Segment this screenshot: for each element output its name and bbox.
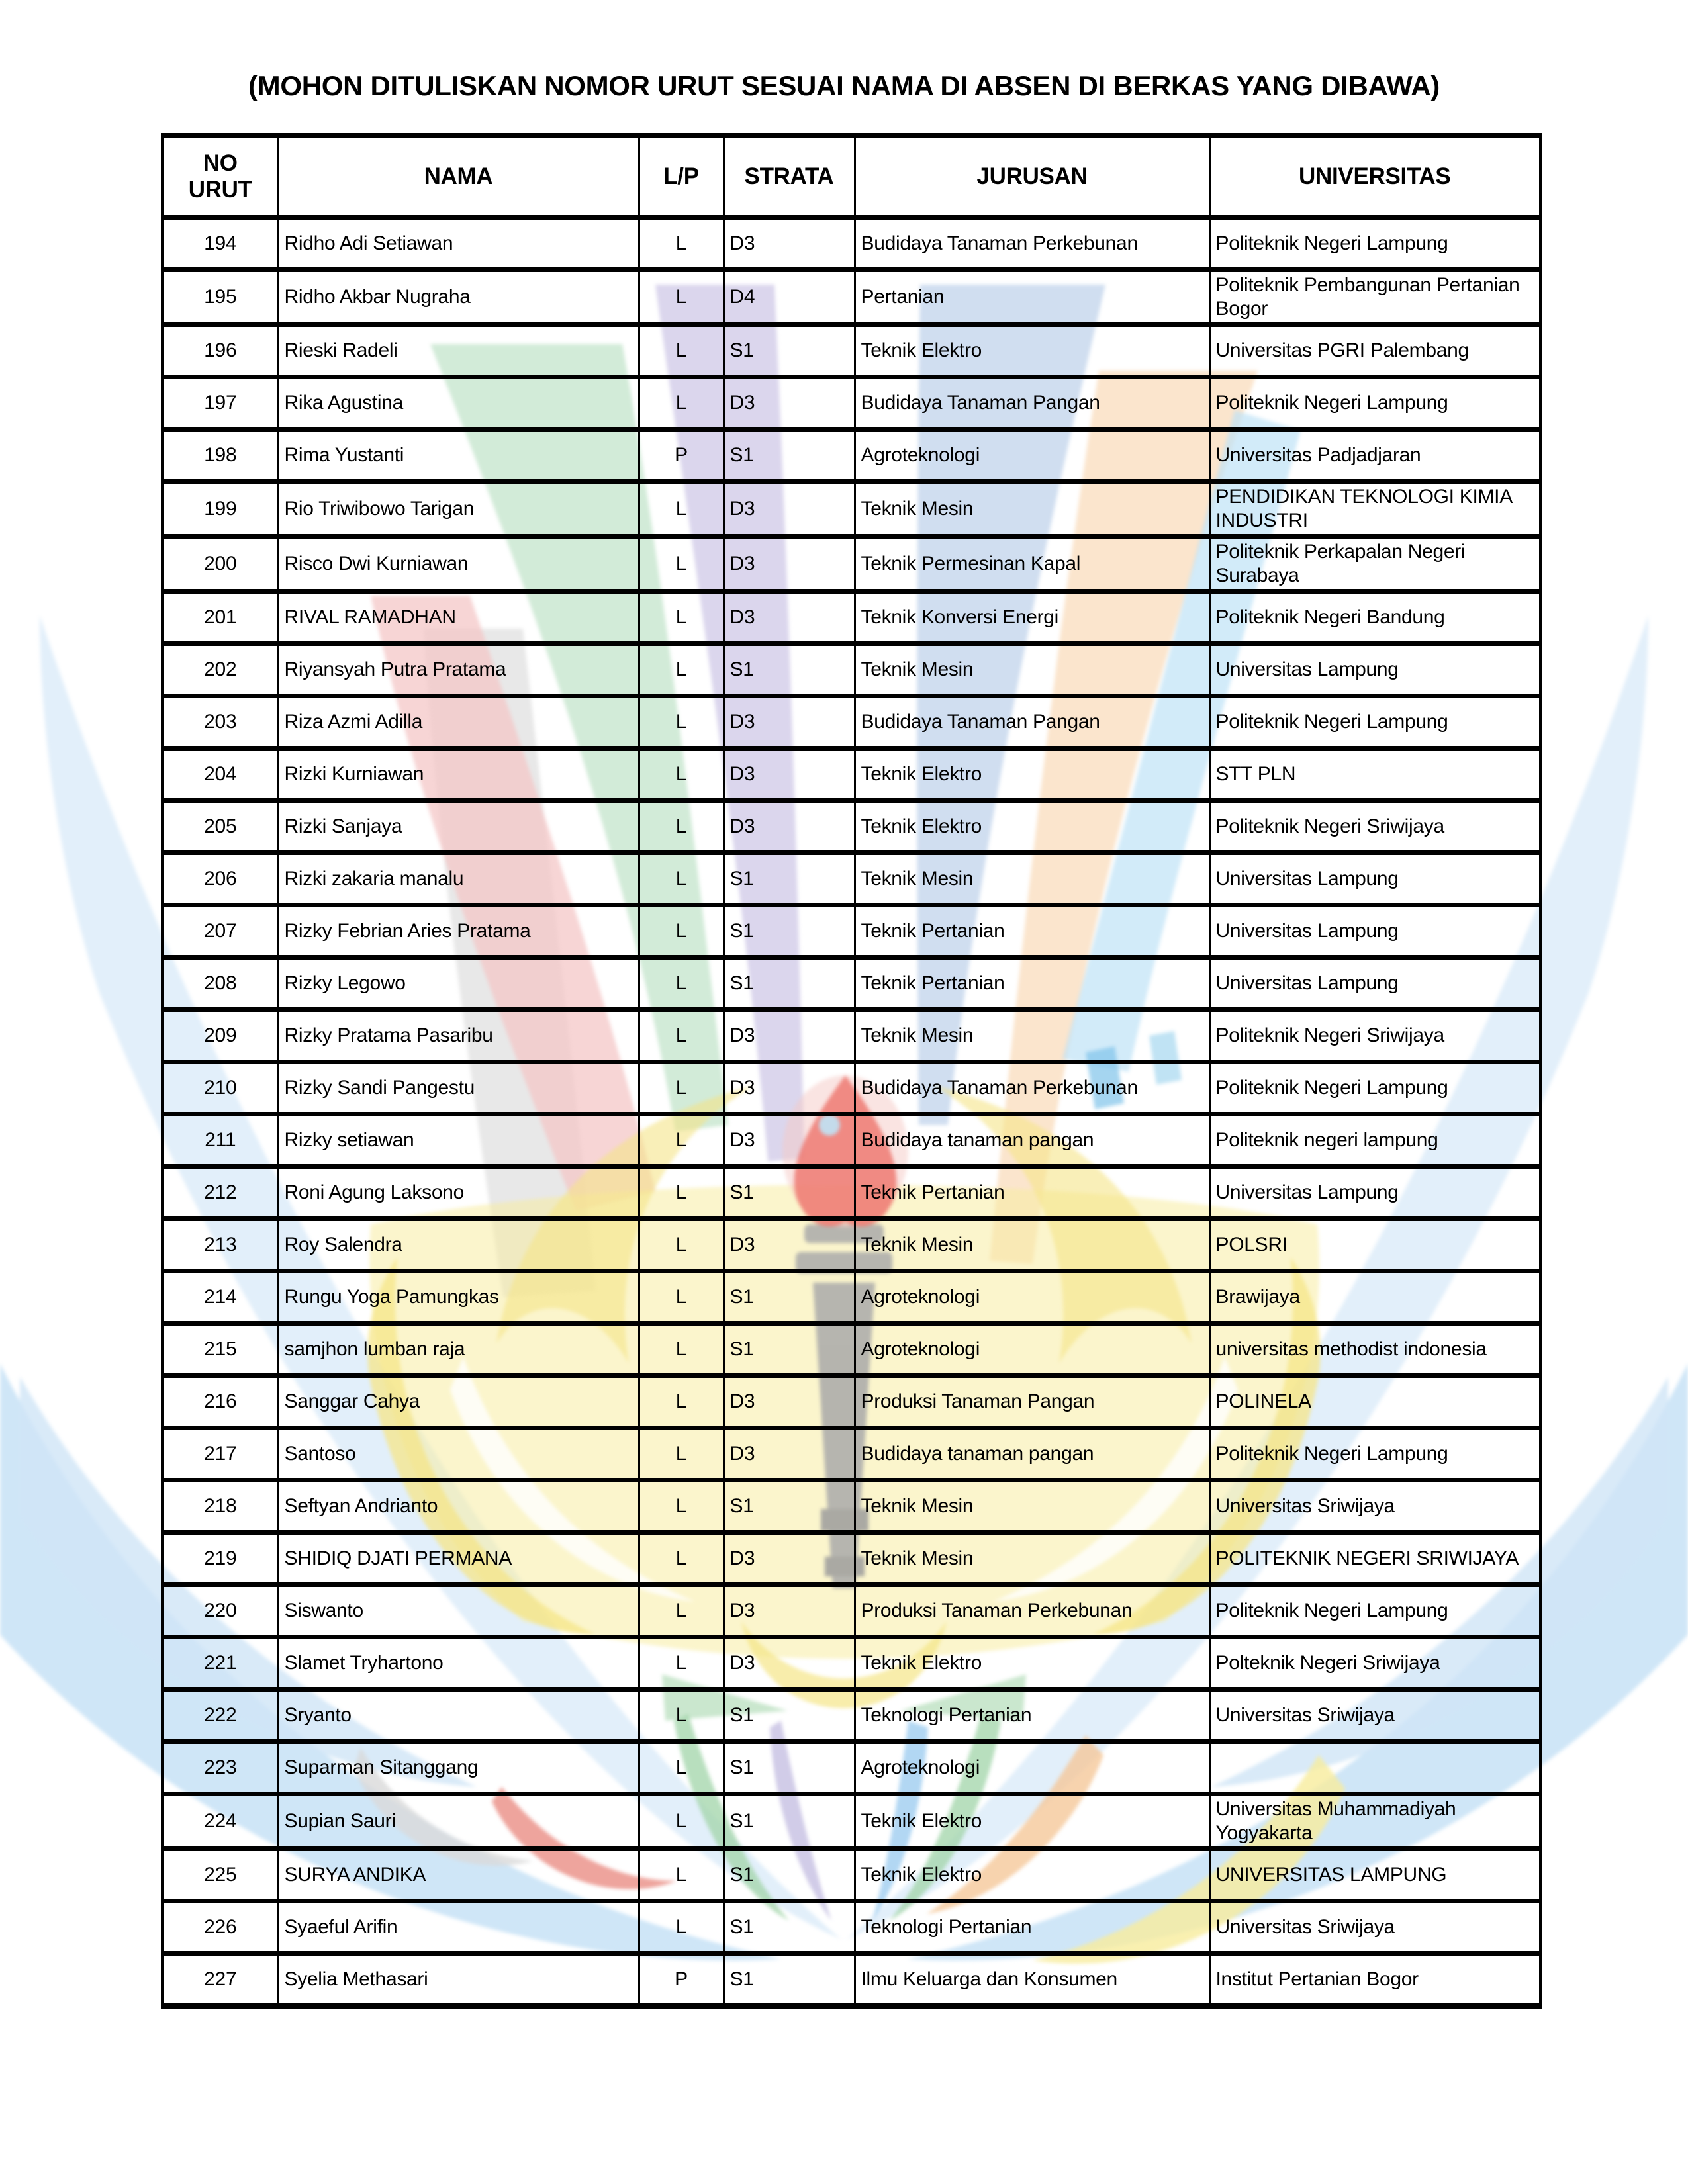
- cell-lp: L: [639, 749, 724, 801]
- table-row: [162, 1533, 1540, 1585]
- cell-no-urut: 204: [162, 749, 278, 801]
- cell-universitas: Universitas PGRI Palembang: [1209, 325, 1540, 377]
- cell-lp: L: [639, 218, 724, 270]
- cell-jurusan: Produksi Tanaman Perkebunan: [855, 1585, 1209, 1637]
- table-row: [162, 1742, 1540, 1794]
- cell-jurusan: Produksi Tanaman Pangan: [855, 1376, 1209, 1428]
- cell-no-urut: 199: [162, 482, 278, 537]
- cell-nama: Supian Sauri: [278, 1794, 639, 1849]
- cell-no-urut: 213: [162, 1219, 278, 1271]
- table-row: [162, 1585, 1540, 1637]
- cell-lp: L: [639, 1376, 724, 1428]
- cell-strata: D3: [724, 801, 855, 853]
- cell-jurusan: Teknik Mesin: [855, 1010, 1209, 1062]
- cell-no-urut: 207: [162, 905, 278, 958]
- table-row: [162, 749, 1540, 801]
- cell-jurusan: Teknik Elektro: [855, 801, 1209, 853]
- cell-universitas: Universitas Lampung: [1209, 1167, 1540, 1219]
- header-row: [162, 136, 1540, 218]
- table-row: [162, 1901, 1540, 1954]
- cell-universitas: Politeknik Pembangunan Pertanian Bogor: [1209, 270, 1540, 325]
- cell-strata: S1: [724, 1480, 855, 1533]
- cell-nama: Rizki Kurniawan: [278, 749, 639, 801]
- cell-no-urut: 196: [162, 325, 278, 377]
- col-header-lp: L/P: [639, 136, 724, 218]
- cell-lp: L: [639, 1637, 724, 1690]
- cell-strata: D3: [724, 377, 855, 430]
- cell-lp: L: [639, 853, 724, 905]
- page-title: (MOHON DITULISKAN NOMOR URUT SESUAI NAMA DI ABSEN DI BERKAS YANG DIBAWA): [248, 70, 1440, 101]
- cell-no-urut: 223: [162, 1742, 278, 1794]
- cell-nama: Sryanto: [278, 1690, 639, 1742]
- cell-jurusan: Teknik Pertanian: [855, 958, 1209, 1010]
- cell-lp: L: [639, 325, 724, 377]
- cell-jurusan: Budidaya tanaman pangan: [855, 1115, 1209, 1167]
- cell-nama: Slamet Tryhartono: [278, 1637, 639, 1690]
- col-header-no-urut: NO URUT: [162, 136, 278, 218]
- cell-nama: SURYA ANDIKA: [278, 1849, 639, 1901]
- cell-no-urut: 197: [162, 377, 278, 430]
- table-row: [162, 1324, 1540, 1376]
- table-row: [162, 905, 1540, 958]
- cell-strata: S1: [724, 1690, 855, 1742]
- cell-nama: Rizki zakaria manalu: [278, 853, 639, 905]
- col-header-universitas: UNIVERSITAS: [1209, 136, 1540, 218]
- table-row: [162, 1271, 1540, 1324]
- cell-no-urut: 195: [162, 270, 278, 325]
- cell-universitas: universitas methodist indonesia: [1209, 1324, 1540, 1376]
- table-row: [162, 853, 1540, 905]
- cell-universitas: Politeknik Perkapalan Negeri Surabaya: [1209, 537, 1540, 592]
- table-body: [162, 218, 1540, 2007]
- cell-strata: D3: [724, 592, 855, 644]
- cell-jurusan: Budidaya Tanaman Perkebunan: [855, 1062, 1209, 1115]
- cell-strata: D3: [724, 1010, 855, 1062]
- cell-strata: D3: [724, 696, 855, 749]
- table-row: [162, 270, 1540, 325]
- cell-strata: D3: [724, 537, 855, 592]
- cell-universitas: Universitas Sriwijaya: [1209, 1480, 1540, 1533]
- cell-nama: Roni Agung Laksono: [278, 1167, 639, 1219]
- cell-strata: S1: [724, 1271, 855, 1324]
- cell-strata: D3: [724, 1585, 855, 1637]
- cell-lp: P: [639, 1954, 724, 2007]
- cell-universitas: Politeknik Negeri Lampung: [1209, 218, 1540, 270]
- cell-nama: Risco Dwi Kurniawan: [278, 537, 639, 592]
- cell-no-urut: 202: [162, 644, 278, 696]
- cell-jurusan: Teknik Mesin: [855, 1219, 1209, 1271]
- table-row: [162, 1690, 1540, 1742]
- cell-jurusan: Budidaya Tanaman Perkebunan: [855, 218, 1209, 270]
- cell-universitas: Brawijaya: [1209, 1271, 1540, 1324]
- cell-no-urut: 217: [162, 1428, 278, 1480]
- cell-universitas: UNIVERSITAS LAMPUNG: [1209, 1849, 1540, 1901]
- cell-strata: S1: [724, 1167, 855, 1219]
- table-row: [162, 801, 1540, 853]
- cell-strata: S1: [724, 644, 855, 696]
- cell-strata: D3: [724, 1062, 855, 1115]
- table-row: [162, 430, 1540, 482]
- cell-nama: Sanggar Cahya: [278, 1376, 639, 1428]
- col-header-nama: NAMA: [278, 136, 639, 218]
- cell-jurusan: Teknik Elektro: [855, 325, 1209, 377]
- cell-nama: Rizki Sanjaya: [278, 801, 639, 853]
- cell-lp: L: [639, 1533, 724, 1585]
- cell-strata: S1: [724, 1794, 855, 1849]
- cell-universitas: Politeknik Negeri Sriwijaya: [1209, 801, 1540, 853]
- cell-lp: L: [639, 1901, 724, 1954]
- col-header-strata: STRATA: [724, 136, 855, 218]
- cell-universitas: Universitas Muhammadiyah Yogyakarta: [1209, 1794, 1540, 1849]
- cell-jurusan: Teknik Elektro: [855, 1637, 1209, 1690]
- cell-no-urut: 212: [162, 1167, 278, 1219]
- cell-jurusan: Budidaya Tanaman Pangan: [855, 696, 1209, 749]
- cell-no-urut: 205: [162, 801, 278, 853]
- cell-no-urut: 206: [162, 853, 278, 905]
- cell-strata: D3: [724, 1637, 855, 1690]
- cell-no-urut: 198: [162, 430, 278, 482]
- cell-nama: Rizky Febrian Aries Pratama: [278, 905, 639, 958]
- cell-jurusan: Teknik Elektro: [855, 1794, 1209, 1849]
- cell-jurusan: Teknik Pertanian: [855, 905, 1209, 958]
- cell-universitas: [1209, 1742, 1540, 1794]
- cell-no-urut: 211: [162, 1115, 278, 1167]
- cell-lp: L: [639, 1428, 724, 1480]
- cell-nama: Roy Salendra: [278, 1219, 639, 1271]
- cell-strata: D3: [724, 1376, 855, 1428]
- cell-lp: L: [639, 1010, 724, 1062]
- cell-no-urut: 225: [162, 1849, 278, 1901]
- cell-jurusan: Agroteknologi: [855, 1324, 1209, 1376]
- cell-jurusan: Teknik Konversi Energi: [855, 592, 1209, 644]
- cell-no-urut: 221: [162, 1637, 278, 1690]
- cell-strata: S1: [724, 853, 855, 905]
- cell-universitas: Polteknik Negeri Sriwijaya: [1209, 1637, 1540, 1690]
- cell-no-urut: 218: [162, 1480, 278, 1533]
- table-row: [162, 592, 1540, 644]
- cell-universitas: Politeknik Negeri Lampung: [1209, 696, 1540, 749]
- cell-no-urut: 214: [162, 1271, 278, 1324]
- cell-jurusan: Teknik Mesin: [855, 1533, 1209, 1585]
- cell-nama: Rima Yustanti: [278, 430, 639, 482]
- cell-strata: D3: [724, 1428, 855, 1480]
- col-header-jurusan: JURUSAN: [855, 136, 1209, 218]
- cell-lp: L: [639, 1219, 724, 1271]
- table-row: [162, 1480, 1540, 1533]
- cell-nama: Siswanto: [278, 1585, 639, 1637]
- cell-universitas: Universitas Lampung: [1209, 644, 1540, 696]
- cell-jurusan: Teknik Mesin: [855, 853, 1209, 905]
- table-row: [162, 1010, 1540, 1062]
- cell-nama: Rika Agustina: [278, 377, 639, 430]
- cell-jurusan: Agroteknologi: [855, 1271, 1209, 1324]
- table-row: [162, 1062, 1540, 1115]
- cell-strata: S1: [724, 1954, 855, 2007]
- cell-lp: L: [639, 958, 724, 1010]
- table-row: [162, 1115, 1540, 1167]
- cell-jurusan: Pertanian: [855, 270, 1209, 325]
- cell-no-urut: 194: [162, 218, 278, 270]
- table-row: [162, 1794, 1540, 1849]
- cell-universitas: Politeknik Negeri Lampung: [1209, 1428, 1540, 1480]
- cell-jurusan: Teknik Elektro: [855, 1849, 1209, 1901]
- table-row: [162, 696, 1540, 749]
- cell-nama: RIVAL RAMADHAN: [278, 592, 639, 644]
- cell-nama: Rizky Sandi Pangestu: [278, 1062, 639, 1115]
- table-row: [162, 1849, 1540, 1901]
- cell-universitas: POLITEKNIK NEGERI SRIWIJAYA: [1209, 1533, 1540, 1585]
- cell-nama: Rieski Radeli: [278, 325, 639, 377]
- cell-lp: L: [639, 1062, 724, 1115]
- cell-no-urut: 208: [162, 958, 278, 1010]
- cell-jurusan: Ilmu Keluarga dan Konsumen: [855, 1954, 1209, 2007]
- table-row: [162, 1637, 1540, 1690]
- cell-nama: samjhon lumban raja: [278, 1324, 639, 1376]
- cell-strata: S1: [724, 1324, 855, 1376]
- cell-strata: S1: [724, 430, 855, 482]
- table-row: [162, 1219, 1540, 1271]
- cell-strata: D3: [724, 1533, 855, 1585]
- cell-lp: L: [639, 1585, 724, 1637]
- cell-jurusan: Teknologi Pertanian: [855, 1901, 1209, 1954]
- cell-lp: L: [639, 1115, 724, 1167]
- table-row: [162, 1167, 1540, 1219]
- cell-lp: L: [639, 1480, 724, 1533]
- cell-universitas: Politeknik Negeri Lampung: [1209, 377, 1540, 430]
- cell-jurusan: Budidaya Tanaman Pangan: [855, 377, 1209, 430]
- cell-no-urut: 209: [162, 1010, 278, 1062]
- cell-strata: D3: [724, 1219, 855, 1271]
- cell-no-urut: 200: [162, 537, 278, 592]
- cell-lp: L: [639, 644, 724, 696]
- cell-strata: S1: [724, 1901, 855, 1954]
- cell-strata: D3: [724, 749, 855, 801]
- cell-lp: L: [639, 1742, 724, 1794]
- cell-no-urut: 226: [162, 1901, 278, 1954]
- cell-no-urut: 227: [162, 1954, 278, 2007]
- attendance-table: [161, 133, 1542, 2009]
- cell-lp: L: [639, 801, 724, 853]
- cell-strata: D3: [724, 218, 855, 270]
- cell-universitas: POLINELA: [1209, 1376, 1540, 1428]
- cell-lp: L: [639, 270, 724, 325]
- cell-universitas: Universitas Sriwijaya: [1209, 1901, 1540, 1954]
- cell-no-urut: 210: [162, 1062, 278, 1115]
- cell-nama: Syaeful Arifin: [278, 1901, 639, 1954]
- cell-no-urut: 203: [162, 696, 278, 749]
- cell-strata: D4: [724, 270, 855, 325]
- table-row: [162, 377, 1540, 430]
- cell-nama: Rizky Pratama Pasaribu: [278, 1010, 639, 1062]
- cell-no-urut: 224: [162, 1794, 278, 1849]
- table-row: [162, 325, 1540, 377]
- cell-universitas: Institut Pertanian Bogor: [1209, 1954, 1540, 2007]
- cell-no-urut: 216: [162, 1376, 278, 1428]
- cell-jurusan: Teknik Pertanian: [855, 1167, 1209, 1219]
- cell-universitas: POLSRI: [1209, 1219, 1540, 1271]
- cell-strata: S1: [724, 1742, 855, 1794]
- cell-nama: Suparman Sitanggang: [278, 1742, 639, 1794]
- cell-lp: L: [639, 537, 724, 592]
- cell-nama: Ridho Adi Setiawan: [278, 218, 639, 270]
- cell-lp: L: [639, 1794, 724, 1849]
- cell-lp: L: [639, 905, 724, 958]
- cell-no-urut: 222: [162, 1690, 278, 1742]
- cell-universitas: Universitas Sriwijaya: [1209, 1690, 1540, 1742]
- cell-universitas: Universitas Lampung: [1209, 905, 1540, 958]
- cell-nama: Seftyan Andrianto: [278, 1480, 639, 1533]
- cell-strata: S1: [724, 958, 855, 1010]
- table-row: [162, 1954, 1540, 2007]
- cell-no-urut: 215: [162, 1324, 278, 1376]
- cell-nama: Ridho Akbar Nugraha: [278, 270, 639, 325]
- cell-nama: Rungu Yoga Pamungkas: [278, 1271, 639, 1324]
- table-row: [162, 1376, 1540, 1428]
- cell-nama: Rio Triwibowo Tarigan: [278, 482, 639, 537]
- cell-lp: L: [639, 1324, 724, 1376]
- cell-jurusan: Teknik Elektro: [855, 749, 1209, 801]
- cell-no-urut: 220: [162, 1585, 278, 1637]
- cell-lp: L: [639, 1167, 724, 1219]
- cell-lp: P: [639, 430, 724, 482]
- cell-jurusan: Teknik Mesin: [855, 482, 1209, 537]
- cell-jurusan: Teknologi Pertanian: [855, 1690, 1209, 1742]
- cell-universitas: PENDIDIKAN TEKNOLOGI KIMIA INDUSTRI: [1209, 482, 1540, 537]
- cell-strata: D3: [724, 1115, 855, 1167]
- cell-strata: S1: [724, 905, 855, 958]
- cell-universitas: Universitas Lampung: [1209, 853, 1540, 905]
- cell-universitas: STT PLN: [1209, 749, 1540, 801]
- table-row: [162, 537, 1540, 592]
- table-row: [162, 218, 1540, 270]
- cell-lp: L: [639, 377, 724, 430]
- cell-jurusan: Teknik Permesinan Kapal: [855, 537, 1209, 592]
- table-row: [162, 958, 1540, 1010]
- cell-lp: L: [639, 482, 724, 537]
- cell-nama: Riyansyah Putra Pratama: [278, 644, 639, 696]
- cell-nama: Syelia Methasari: [278, 1954, 639, 2007]
- cell-jurusan: Agroteknologi: [855, 430, 1209, 482]
- cell-lp: L: [639, 696, 724, 749]
- table-row: [162, 644, 1540, 696]
- cell-nama: SHIDIQ DJATI PERMANA: [278, 1533, 639, 1585]
- cell-jurusan: Teknik Mesin: [855, 1480, 1209, 1533]
- cell-jurusan: Teknik Mesin: [855, 644, 1209, 696]
- cell-universitas: Politeknik Negeri Sriwijaya: [1209, 1010, 1540, 1062]
- cell-universitas: Politeknik Negeri Lampung: [1209, 1062, 1540, 1115]
- cell-lp: L: [639, 1690, 724, 1742]
- cell-lp: L: [639, 1849, 724, 1901]
- cell-jurusan: Budidaya tanaman pangan: [855, 1428, 1209, 1480]
- table-row: [162, 482, 1540, 537]
- cell-universitas: Universitas Lampung: [1209, 958, 1540, 1010]
- cell-lp: L: [639, 592, 724, 644]
- cell-jurusan: Agroteknologi: [855, 1742, 1209, 1794]
- cell-strata: S1: [724, 325, 855, 377]
- cell-no-urut: 219: [162, 1533, 278, 1585]
- cell-universitas: Universitas Padjadjaran: [1209, 430, 1540, 482]
- cell-universitas: Politeknik Negeri Bandung: [1209, 592, 1540, 644]
- cell-universitas: Politeknik negeri lampung: [1209, 1115, 1540, 1167]
- cell-nama: Rizky Legowo: [278, 958, 639, 1010]
- cell-universitas: Politeknik Negeri Lampung: [1209, 1585, 1540, 1637]
- cell-nama: Rizky setiawan: [278, 1115, 639, 1167]
- table-row: [162, 1428, 1540, 1480]
- cell-strata: S1: [724, 1849, 855, 1901]
- cell-nama: Santoso: [278, 1428, 639, 1480]
- cell-lp: L: [639, 1271, 724, 1324]
- cell-nama: Riza Azmi Adilla: [278, 696, 639, 749]
- cell-strata: D3: [724, 482, 855, 537]
- cell-no-urut: 201: [162, 592, 278, 644]
